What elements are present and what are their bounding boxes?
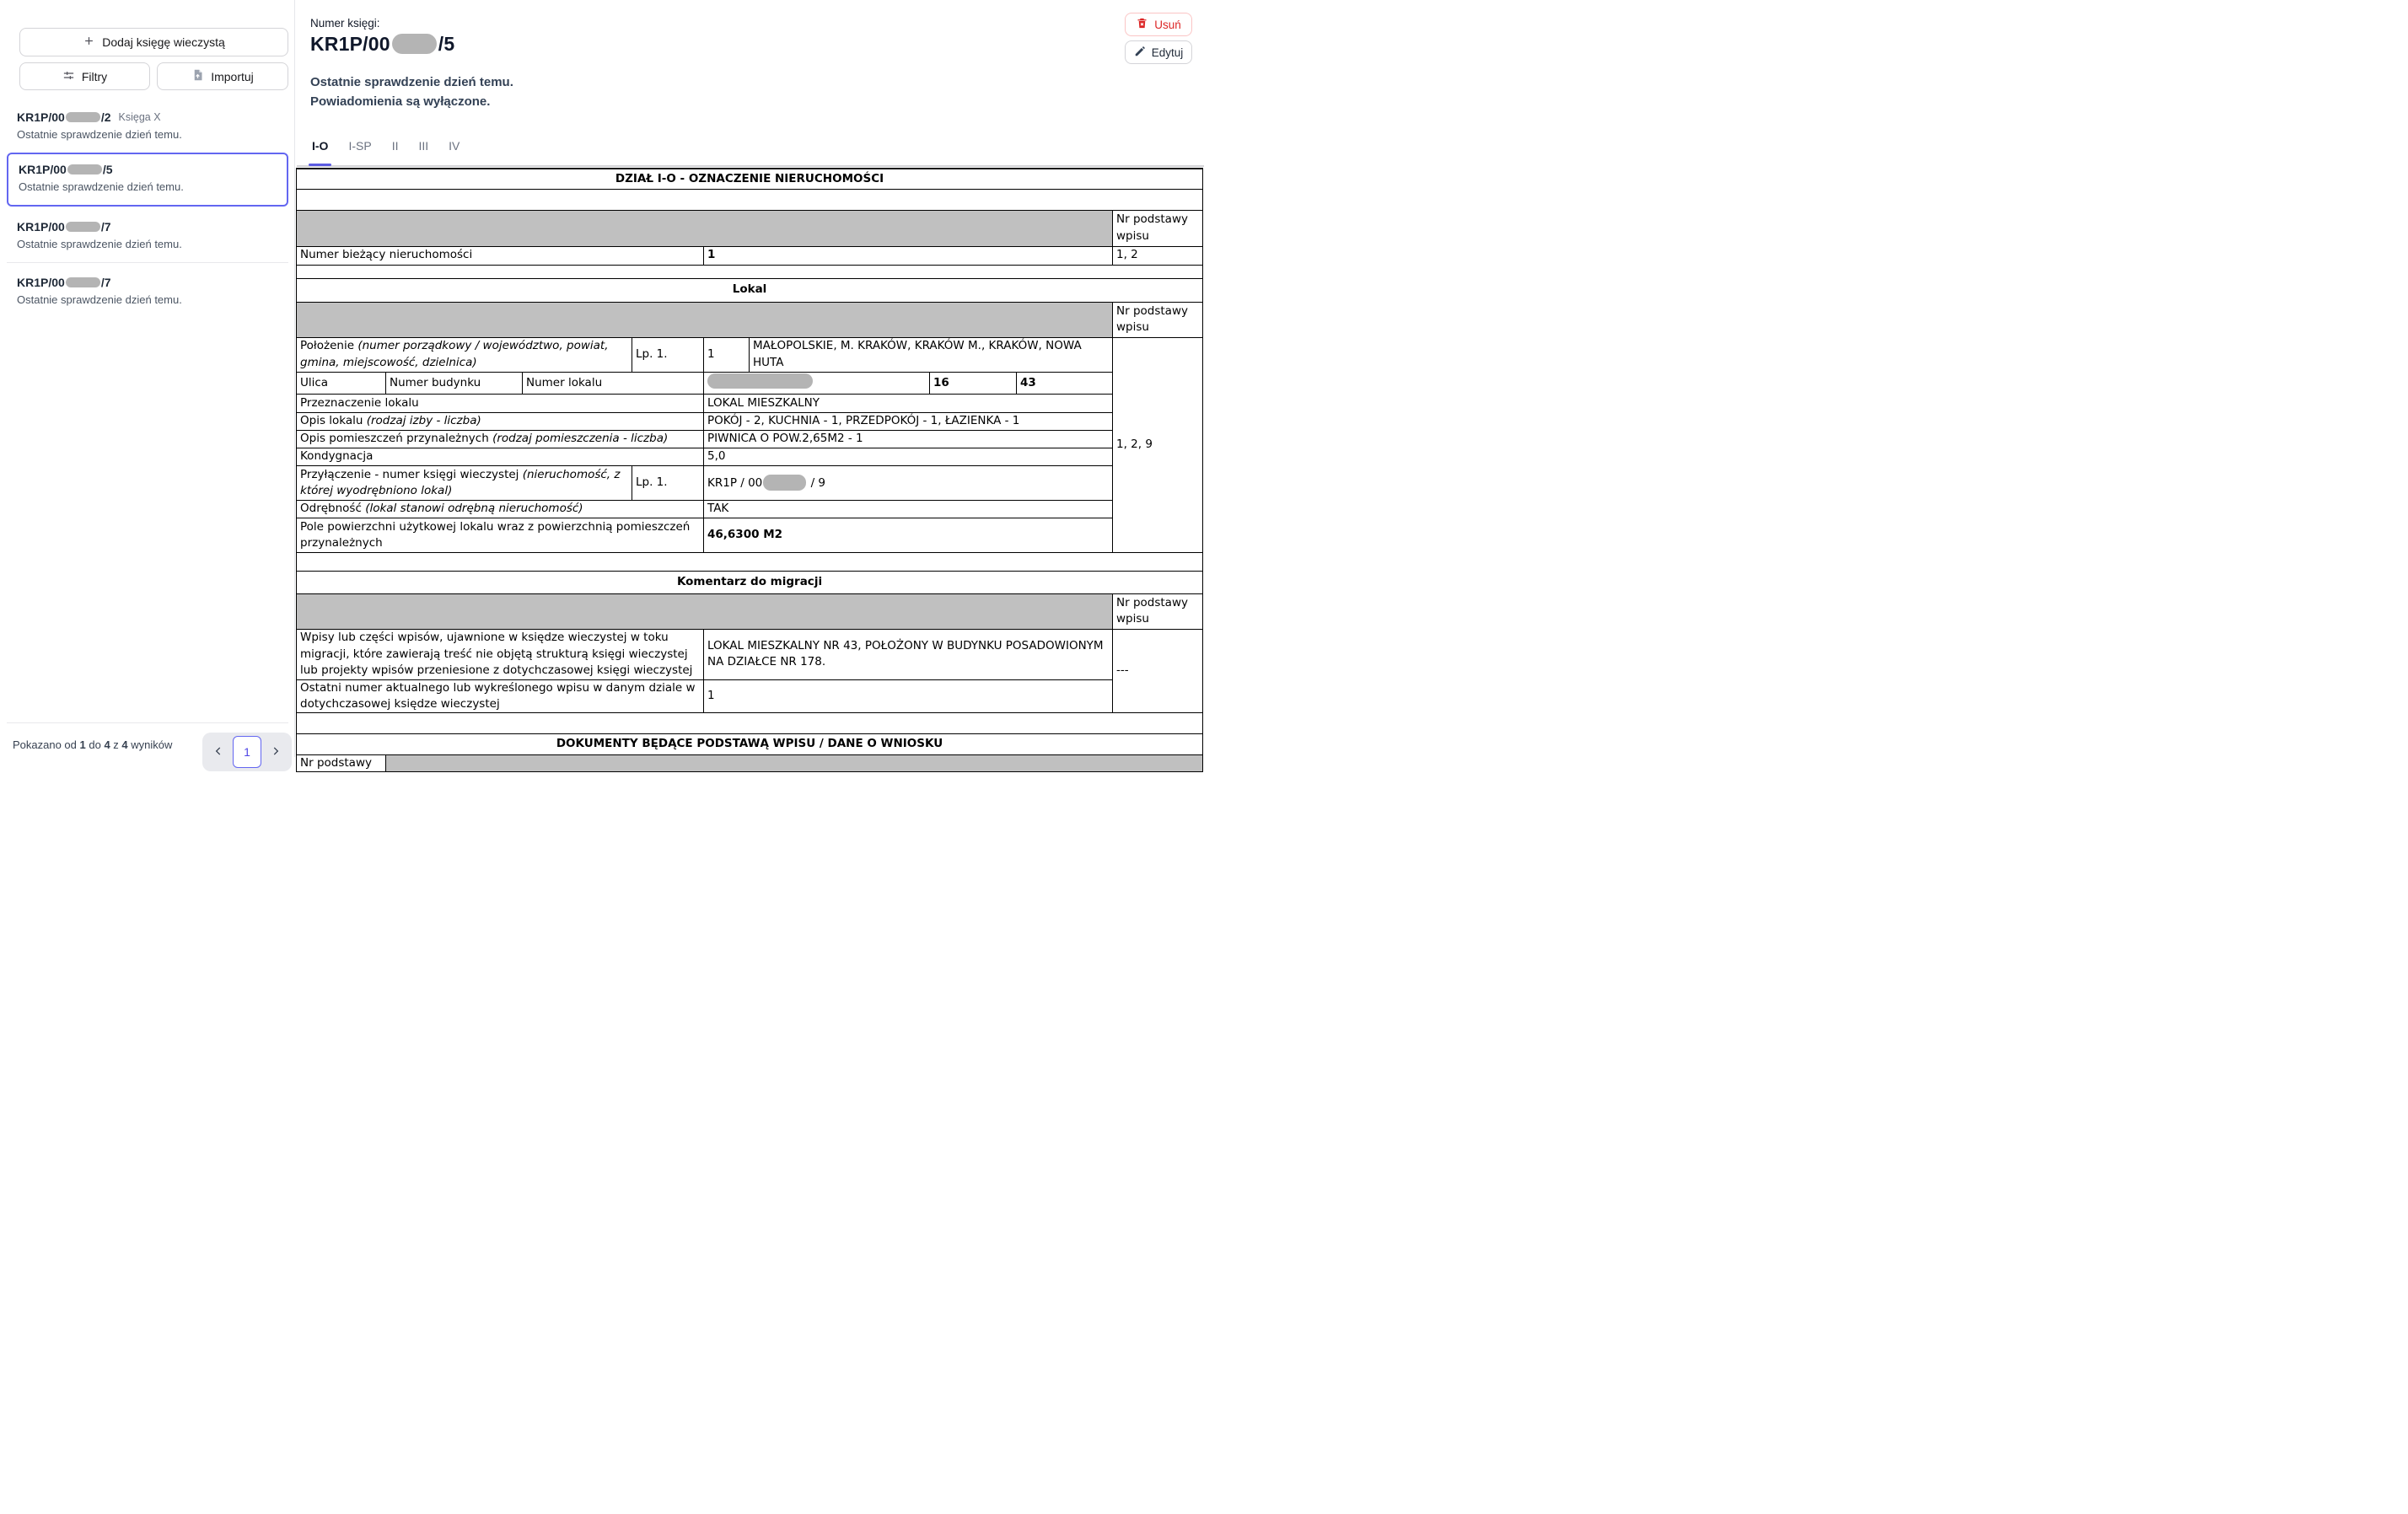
- cell-value: TAK: [704, 500, 1113, 518]
- main-header: [310, 17, 454, 56]
- table-row: [297, 372, 1203, 394]
- cell-value: 1: [704, 679, 1113, 712]
- spacer-row: [297, 712, 1203, 733]
- table-row: [297, 593, 1203, 629]
- list-divider: [7, 262, 288, 263]
- table-row: [297, 394, 1203, 412]
- redacted-text: [66, 112, 100, 122]
- cell-label: Położenie (numer porządkowy / województwo, powiat, gmina, miejscowość, dzielnica): [297, 337, 632, 372]
- redacted-text: [66, 277, 100, 287]
- register-number-prefix: KR1P/00: [19, 163, 67, 176]
- register-list-item[interactable]: [17, 220, 278, 250]
- cell-value: 43: [1017, 372, 1113, 394]
- redacted-text: [707, 373, 813, 389]
- cell-value: 46,6300 M2: [704, 518, 1113, 552]
- table-row: [297, 412, 1203, 430]
- register-number-suffix: /7: [100, 276, 111, 289]
- column-header-basis: Nr podstawy: [297, 754, 386, 771]
- table-row: [297, 465, 1203, 500]
- table-row: [297, 189, 1203, 210]
- cell-label: Wpisy lub części wpisów, ujawnione w księdze wieczystej w toku migracji, które zawierają treść nie objętą strukturą księgi wieczystej lub projekty wpisów przeniesione z dotychczasowej księgi wieczystej: [297, 629, 704, 679]
- redacted-text: [763, 475, 806, 491]
- register-table-wrap: [296, 168, 1203, 772]
- cell-label: Ulica: [297, 372, 386, 394]
- section-title: DOKUMENTY BĘDĄCE PODSTAWĄ WPISU / DANE O WNIOSKU: [297, 733, 1203, 754]
- delete-button[interactable]: [1125, 13, 1192, 36]
- table-row: [297, 571, 1203, 593]
- page-title: KR1P/00 /5: [310, 33, 455, 55]
- tab-dzial-iv[interactable]: IV: [449, 139, 460, 153]
- section-tabs: [297, 135, 1204, 167]
- cell-label: Opis lokalu (rodzaj izby - liczba): [297, 412, 704, 430]
- table-row: [297, 754, 1203, 771]
- redacted-text: [392, 34, 437, 54]
- register-number-prefix: KR1P/00: [17, 276, 65, 289]
- register-badge: Księga X: [118, 111, 161, 123]
- cell-value-redacted: [704, 372, 930, 394]
- cell-index: 1: [704, 337, 750, 372]
- cell-value: LOKAL MIESZKALNY: [704, 394, 1113, 412]
- table-row: [297, 169, 1203, 189]
- edit-label: Edytuj: [1151, 46, 1184, 59]
- last-check-status: Ostatnie sprawdzenie dzień temu.: [310, 75, 513, 89]
- cell-value: 16: [930, 372, 1017, 394]
- table-row: [297, 629, 1203, 679]
- column-header-basis: Nr podstawy wpisu: [1113, 593, 1203, 629]
- spacer-row: [297, 552, 1203, 571]
- cell-value: 1: [704, 246, 1113, 265]
- register-number-prefix: KR1P/00: [17, 110, 65, 124]
- cell-label: Przeznaczenie lokalu: [297, 394, 704, 412]
- sliders-icon: [62, 69, 75, 84]
- register-list-item-selected[interactable]: [7, 153, 288, 207]
- chevron-right-icon: [270, 745, 282, 760]
- table-row: [297, 500, 1203, 518]
- register-status: Ostatnie sprawdzenie dzień temu.: [17, 128, 182, 141]
- tab-dzial-ii[interactable]: II: [391, 139, 399, 153]
- register-number-prefix: KR1P/00: [17, 220, 65, 234]
- import-button[interactable]: [157, 62, 288, 90]
- cell-label: Przyłączenie - numer księgi wieczystej (nieruchomość, z której wyodrębniono lokal): [297, 465, 632, 500]
- section-title: DZIAŁ I-O - OZNACZENIE NIERUCHOMOŚCI: [297, 169, 1203, 189]
- register-status: Ostatnie sprawdzenie dzień temu.: [19, 180, 184, 193]
- spacer-row: [297, 265, 1203, 278]
- table-row: [297, 679, 1203, 712]
- import-label: Importuj: [211, 69, 254, 83]
- next-page-button[interactable]: [263, 736, 288, 768]
- register-status: Ostatnie sprawdzenie dzień temu.: [17, 238, 182, 250]
- table-row: [297, 337, 1203, 372]
- sidebar: [0, 0, 295, 757]
- cell-basis: 1, 2: [1113, 246, 1203, 265]
- cell-value: LOKAL MIESZKALNY NR 43, POŁOŻONY W BUDYNKU POSADOWIONYM NA DZIAŁCE NR 178.: [704, 629, 1113, 679]
- table-row: [297, 518, 1203, 552]
- trash-icon: [1136, 17, 1148, 32]
- cell-label: Odrębność (lokal stanowi odrębną nieruchomość): [297, 500, 704, 518]
- redacted-text: [66, 222, 100, 232]
- cell-value: PIWNICA O POW.2,65M2 - 1: [704, 430, 1113, 448]
- previous-page-button[interactable]: [206, 736, 231, 768]
- gray-band: [297, 210, 1113, 246]
- add-register-label: Dodaj księgę wieczystą: [102, 35, 225, 49]
- results-summary: Pokazano od 1 do 4 z 4 wyników: [13, 738, 173, 751]
- plus-icon: [83, 35, 95, 50]
- cell-value: MAŁOPOLSKIE, M. KRAKÓW, KRAKÓW M., KRAKÓW, NOWA HUTA: [750, 337, 1113, 372]
- cell-lp: Lp. 1.: [632, 337, 704, 372]
- cell-value: KR1P / 00 / 9: [704, 465, 1113, 500]
- gray-band: [386, 754, 1203, 771]
- subsection-title: Komentarz do migracji: [297, 571, 1203, 593]
- cell-basis: 1, 2, 9: [1113, 337, 1203, 552]
- cell-label: Opis pomieszczeń przynależnych (rodzaj pomieszczenia - liczba): [297, 430, 704, 448]
- pagination: [202, 733, 292, 771]
- register-number-suffix: /7: [100, 220, 111, 234]
- table-row: [297, 448, 1203, 465]
- tab-dzial-iii[interactable]: III: [418, 139, 429, 153]
- cell-label: Kondygnacja: [297, 448, 704, 465]
- table-row: [297, 246, 1203, 265]
- cell-label: Numer bieżący nieruchomości: [297, 246, 704, 265]
- cell-label: Pole powierzchni użytkowej lokalu wraz z powierzchnią pomieszczeń przynależnych: [297, 518, 704, 552]
- table-row: [297, 733, 1203, 754]
- register-table: [296, 168, 1203, 772]
- column-header-basis: Nr podstawy wpisu: [1113, 210, 1203, 246]
- spacer-row: [297, 189, 1203, 210]
- redacted-text: [67, 164, 102, 174]
- table-row: [297, 430, 1203, 448]
- cell-label: Numer lokalu: [523, 372, 704, 394]
- register-number-label: Numer księgi:: [310, 17, 380, 30]
- notifications-status: Powiadomienia są wyłączone.: [310, 94, 491, 109]
- tab-dzial-i-sp[interactable]: I-SP: [348, 139, 372, 153]
- pencil-icon: [1134, 46, 1146, 60]
- register-status-block: [310, 73, 513, 111]
- chevron-left-icon: [212, 745, 224, 760]
- gray-band: [297, 593, 1113, 629]
- table-row: [297, 278, 1203, 302]
- subsection-title: Lokal: [297, 278, 1203, 302]
- cell-label: Ostatni numer aktualnego lub wykreślonego wpisu w danym dziale w dotychczasowej księdze wieczystej: [297, 679, 704, 712]
- table-row: [297, 302, 1203, 337]
- edit-button[interactable]: [1125, 40, 1192, 64]
- cell-value: POKÓJ - 2, KUCHNIA - 1, PRZEDPOKÓJ - 1, ŁAZIENKA - 1: [704, 412, 1113, 430]
- page-number-button[interactable]: 1: [233, 736, 261, 768]
- action-buttons: [1125, 13, 1192, 64]
- file-import-icon: [191, 68, 204, 84]
- register-number-suffix: /2: [100, 110, 111, 124]
- table-row: [297, 210, 1203, 246]
- register-list-item[interactable]: [17, 276, 278, 306]
- footer-divider: [7, 722, 288, 723]
- delete-label: Usuń: [1154, 18, 1181, 31]
- filters-label: Filtry: [81, 69, 108, 83]
- register-status: Ostatnie sprawdzenie dzień temu.: [17, 293, 182, 306]
- cell-lp: Lp. 1.: [632, 465, 704, 500]
- register-number-suffix: /5: [102, 163, 113, 176]
- table-row: [297, 712, 1203, 733]
- gray-band: [297, 302, 1113, 337]
- column-header-basis: Nr podstawy wpisu: [1113, 302, 1203, 337]
- register-list-item[interactable]: [17, 110, 278, 141]
- cell-label: Numer budynku: [386, 372, 523, 394]
- add-register-button[interactable]: [19, 28, 288, 56]
- filters-button[interactable]: [19, 62, 150, 90]
- cell-value: 5,0: [704, 448, 1113, 465]
- table-row: [297, 552, 1203, 571]
- tab-dzial-i-o[interactable]: I-O: [312, 135, 328, 164]
- cell-basis: ---: [1113, 629, 1203, 712]
- table-row: [297, 265, 1203, 278]
